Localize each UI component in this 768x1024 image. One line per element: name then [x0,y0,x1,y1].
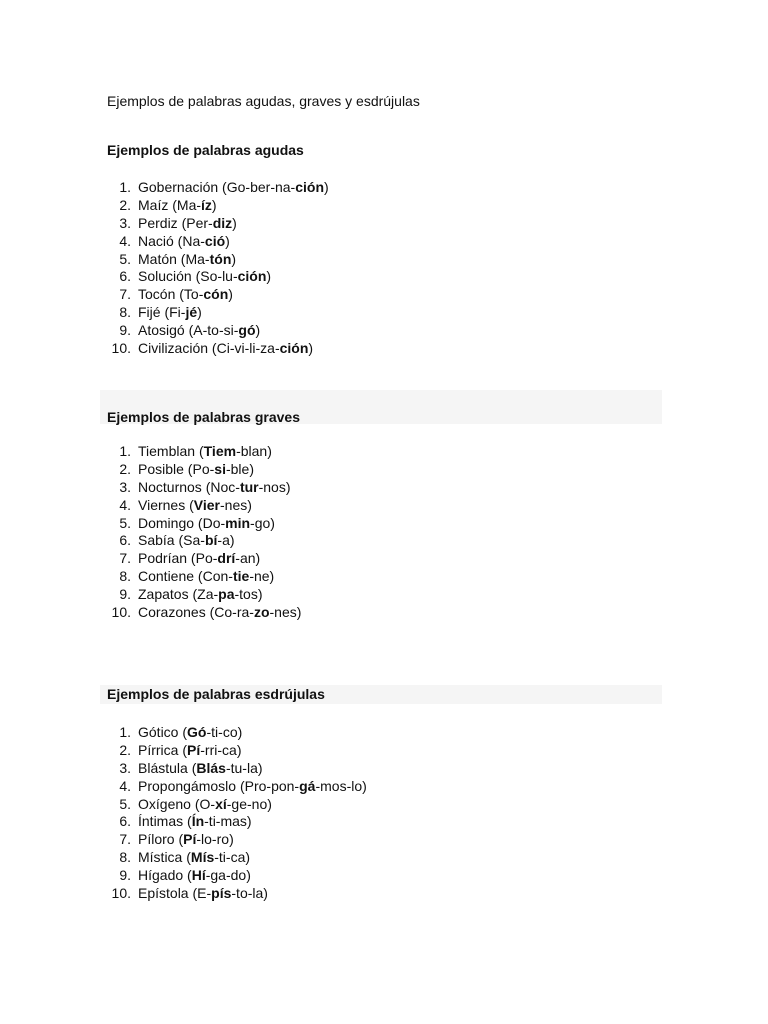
syllable: Sa- [183,532,205,549]
syllable: -tos [234,586,258,603]
list-item-text: Íntimas (Ín-ti-mas) [138,813,252,830]
list-item [100,760,662,778]
syllable: -lo- [196,831,217,848]
syllable: Go- [226,179,251,195]
list-item-text: Maíz (Ma-íz) [138,196,217,213]
stressed-syllable: Pí [187,741,201,758]
stressed-syllable: ción [295,179,324,195]
stressed-syllable: tie [232,568,250,585]
list-item [100,215,662,233]
list-item [100,340,662,358]
list-item [100,796,662,814]
syllable: -rri- [200,741,223,758]
stressed-syllable: min [225,514,251,531]
syllable: ca [230,849,246,866]
list-item [100,724,662,742]
word-list-esdrujulas [100,724,662,903]
word-list-graves [100,443,662,622]
word: Zapatos [138,586,189,603]
syllable: -ne [249,568,270,585]
syllable: -nes [269,604,297,621]
document-title: Ejemplos de palabras agudas, graves y esdrújulas [107,93,420,109]
syllable: Ci- [216,340,235,357]
syllable: Fi- [169,304,186,321]
word: Oxígeno [138,795,191,812]
list-item-text: Pírrica (Pí-rri-ca) [138,741,242,758]
list-item [100,532,662,550]
list-item-text: Perdiz (Per-diz) [138,214,237,231]
stressed-syllable: bí [204,532,218,549]
syllable: Na- [182,232,205,249]
stressed-syllable: tur [239,478,259,495]
section-esdrujulas [100,685,662,903]
list-item-text: Corazones (Co-ra-zo-nes) [138,604,302,621]
word: Domingo [138,514,195,531]
syllable: vi- [234,340,250,357]
syllable: lo [351,777,363,794]
list-item-number: 1. [119,443,131,459]
stressed-syllable: jé [185,304,198,321]
word: Nació [138,232,174,249]
list-item-text: Solución (So-lu-ción) [138,268,272,285]
list-item-number: 7. [119,831,131,848]
syllable: li- [249,340,261,357]
list-item [100,742,662,760]
word: Atosigó [138,322,185,339]
word-list-agudas [100,179,662,358]
syllable: no [251,795,268,812]
syllable: lu- [222,268,238,285]
stressed-syllable: zo [253,604,270,621]
word: Epístola [138,885,189,902]
list-item-number: 3. [119,214,131,231]
list-item-number: 9. [119,586,131,603]
syllable: -nos [258,478,286,495]
syllable: Po- [192,460,215,477]
word: Propongámoslo [138,777,237,794]
list-item-text: Posible (Po-si-ble) [138,460,254,477]
list-item-number: 1. [119,724,131,740]
list-item [100,515,662,533]
stressed-syllable: íz [201,196,212,213]
list-item [100,197,662,215]
list-item [100,322,662,340]
stressed-syllable: Vier [193,496,220,513]
list-item-text: Matón (Ma-tón) [138,250,237,267]
word: Gótico [138,724,179,740]
list-item-text: Propongámoslo (Pro-pon-gá-mos-lo) [138,777,367,794]
stressed-syllable: Pí [183,831,197,848]
word: Píloro [138,831,175,848]
list-item-text: Mística (Mís-ti-ca) [138,849,251,866]
syllable: ra- [236,604,254,621]
syllable: -mos- [315,777,352,794]
list-item [100,586,662,604]
list-item-number: 8. [119,849,131,866]
list-item [100,286,662,304]
list-item-number: 8. [119,304,131,321]
word: Fijé [138,304,161,321]
stressed-syllable: ció [204,232,226,249]
syllable: -ti- [206,724,223,740]
heading-band-esdrujulas [100,685,662,704]
word: Solución [138,268,192,285]
section-agudas [100,141,662,358]
word: Tocón [138,286,176,303]
syllable: pon- [271,777,300,794]
word: Íntimas [138,813,184,830]
word: Matón [138,250,177,267]
section-heading-graves: Ejemplos de palabras graves [107,409,300,425]
list-item-number: 1. [119,179,131,195]
syllable: Za- [197,586,219,603]
stressed-syllable: Tiem [203,443,237,459]
list-item-text: Fijé (Fi-jé) [138,304,202,321]
stressed-syllable: cón [203,286,229,303]
list-item-text: Zapatos (Za-pa-tos) [138,586,263,603]
syllable: si- [223,322,239,339]
word: Contiene [138,568,195,585]
list-item [100,867,662,885]
list-item-number: 6. [119,532,131,549]
list-item-text: Píloro (Pí-lo-ro) [138,831,234,848]
list-item-number: 8. [119,568,131,585]
syllable: Po- [195,550,218,567]
stressed-syllable: ción [279,340,309,357]
list-item-number: 9. [119,867,131,884]
syllable: Ma- [176,196,202,213]
syllable: za- [260,340,280,357]
list-item [100,233,662,251]
syllable: la [252,885,264,902]
list-item-text: Gótico (Gó-ti-co) [138,724,243,740]
word: Posible [138,460,184,477]
list-item-text: Nocturnos (Noc-tur-nos) [138,478,291,495]
syllable: na- [274,179,296,195]
list-item-text: Gobernación (Go-ber-na-ción) [138,179,329,195]
word: Podrían [138,550,188,567]
list-item-number: 2. [119,741,131,758]
section-heading-agudas: Ejemplos de palabras agudas [107,142,304,158]
list-item-number: 7. [119,286,131,303]
list-item-number: 6. [119,813,131,830]
word: Viernes [138,496,186,513]
syllable: A- [193,322,208,339]
syllable: ro [216,831,230,848]
word: Gobernación [138,179,219,195]
list-item [100,550,662,568]
syllable: -a [217,532,230,549]
syllable: co [222,724,238,740]
syllable: Do- [202,514,226,531]
syllable: -nes [220,496,248,513]
stressed-syllable: Ín [191,813,205,830]
word: Maíz [138,196,169,213]
list-item-number: 10. [111,604,131,621]
syllable: -ble [225,460,250,477]
list-item-text: Viernes (Vier-nes) [138,496,252,513]
syllable: -ti- [214,849,231,866]
heading-band-graves [100,390,662,424]
syllable: ca [222,741,237,758]
list-item-text: Civilización (Ci-vi-li-za-ción) [138,340,314,357]
syllable: Con- [202,568,233,585]
stressed-syllable: pa [218,586,235,603]
syllable: Co- [214,604,237,621]
syllable: mas [220,813,247,830]
list-item [100,813,662,831]
list-item [100,604,662,622]
syllable: -ga- [205,867,231,884]
list-item-number: 10. [111,885,131,902]
stressed-syllable: pís [211,885,232,902]
list-item-number: 5. [119,795,131,812]
list-item-number: 4. [119,232,131,249]
syllable: -to- [231,885,253,902]
word: Nocturnos [138,478,202,495]
list-item-number: 2. [119,460,131,477]
word: Mística [138,849,183,866]
stressed-syllable: diz [212,214,233,231]
list-item-number: 6. [119,268,131,285]
syllable: -blan [236,443,268,459]
word: Civilización [138,340,209,357]
syllable: To- [183,286,204,303]
word: Perdiz [138,214,178,231]
syllable: Pro- [244,777,272,794]
syllable: Per- [186,214,213,231]
stressed-syllable: Blás [196,759,226,776]
list-item-text: Atosigó (A-to-si-gó) [138,322,261,339]
syllable: So- [200,268,223,285]
list-item [100,251,662,269]
list-item-text: Hígado (Hí-ga-do) [138,867,251,884]
list-item-text: Domingo (Do-min-go) [138,514,275,531]
stressed-syllable: gá [299,777,316,794]
list-item-text: Podrían (Po-drí-an) [138,550,261,567]
syllable: E- [197,885,212,902]
syllable: Ma- [185,250,210,267]
word: Corazones [138,604,206,621]
syllable: la [246,759,258,776]
syllable: -go [250,514,271,531]
list-item [100,479,662,497]
list-item-number: 5. [119,514,131,531]
list-item [100,849,662,867]
list-item-number: 7. [119,550,131,567]
syllable: to- [207,322,224,339]
syllable: do [230,867,247,884]
section-graves [100,390,662,622]
stressed-syllable: xí [215,795,227,812]
list-item [100,497,662,515]
list-item [100,179,662,197]
list-item-number: 5. [119,250,131,267]
stressed-syllable: Gó [187,724,207,740]
list-item-number: 3. [119,759,131,776]
stressed-syllable: gó [238,322,256,339]
list-item [100,831,662,849]
word: Tiemblan [138,443,196,459]
section-heading-esdrujulas: Ejemplos de palabras esdrújulas [107,686,325,702]
list-item [100,268,662,286]
list-item-text: Epístola (E-pís-to-la) [138,885,268,902]
stressed-syllable: ción [237,268,267,285]
syllable: -an [235,550,256,567]
word: Pírrica [138,741,179,758]
syllable: -tu- [225,759,247,776]
stressed-syllable: Mís [190,849,215,866]
list-item-number: 4. [119,496,131,513]
list-item-text: Sabía (Sa-bí-a) [138,532,235,549]
word: Hígado [138,867,184,884]
list-item [100,443,662,461]
list-item-number: 2. [119,196,131,213]
syllable: Noc- [210,478,240,495]
stressed-syllable: Hí [191,867,206,884]
list-item-number: 10. [111,340,131,357]
list-item-text: Blástula (Blás-tu-la) [138,759,263,776]
list-item-text: Tocón (To-cón) [138,286,233,303]
list-item [100,461,662,479]
list-item-text: Contiene (Con-tie-ne) [138,568,275,585]
list-item-text: Oxígeno (O-xí-ge-no) [138,795,272,812]
word: Sabía [138,532,175,549]
list-item [100,568,662,586]
list-item [100,885,662,903]
list-item-number: 9. [119,322,131,339]
syllable: -ti- [204,813,221,830]
list-item-text: Nació (Na-ció) [138,232,230,249]
list-item-number: 4. [119,777,131,794]
stressed-syllable: drí [217,550,236,567]
list-item [100,304,662,322]
list-item-text: Tiemblan (Tiem-blan) [138,443,272,459]
syllable: ber- [250,179,275,195]
syllable: O- [199,795,216,812]
list-item [100,778,662,796]
stressed-syllable: tón [209,250,232,267]
word: Blástula [138,759,188,776]
syllable: -ge- [226,795,252,812]
list-item-number: 3. [119,478,131,495]
stressed-syllable: si [214,460,226,477]
